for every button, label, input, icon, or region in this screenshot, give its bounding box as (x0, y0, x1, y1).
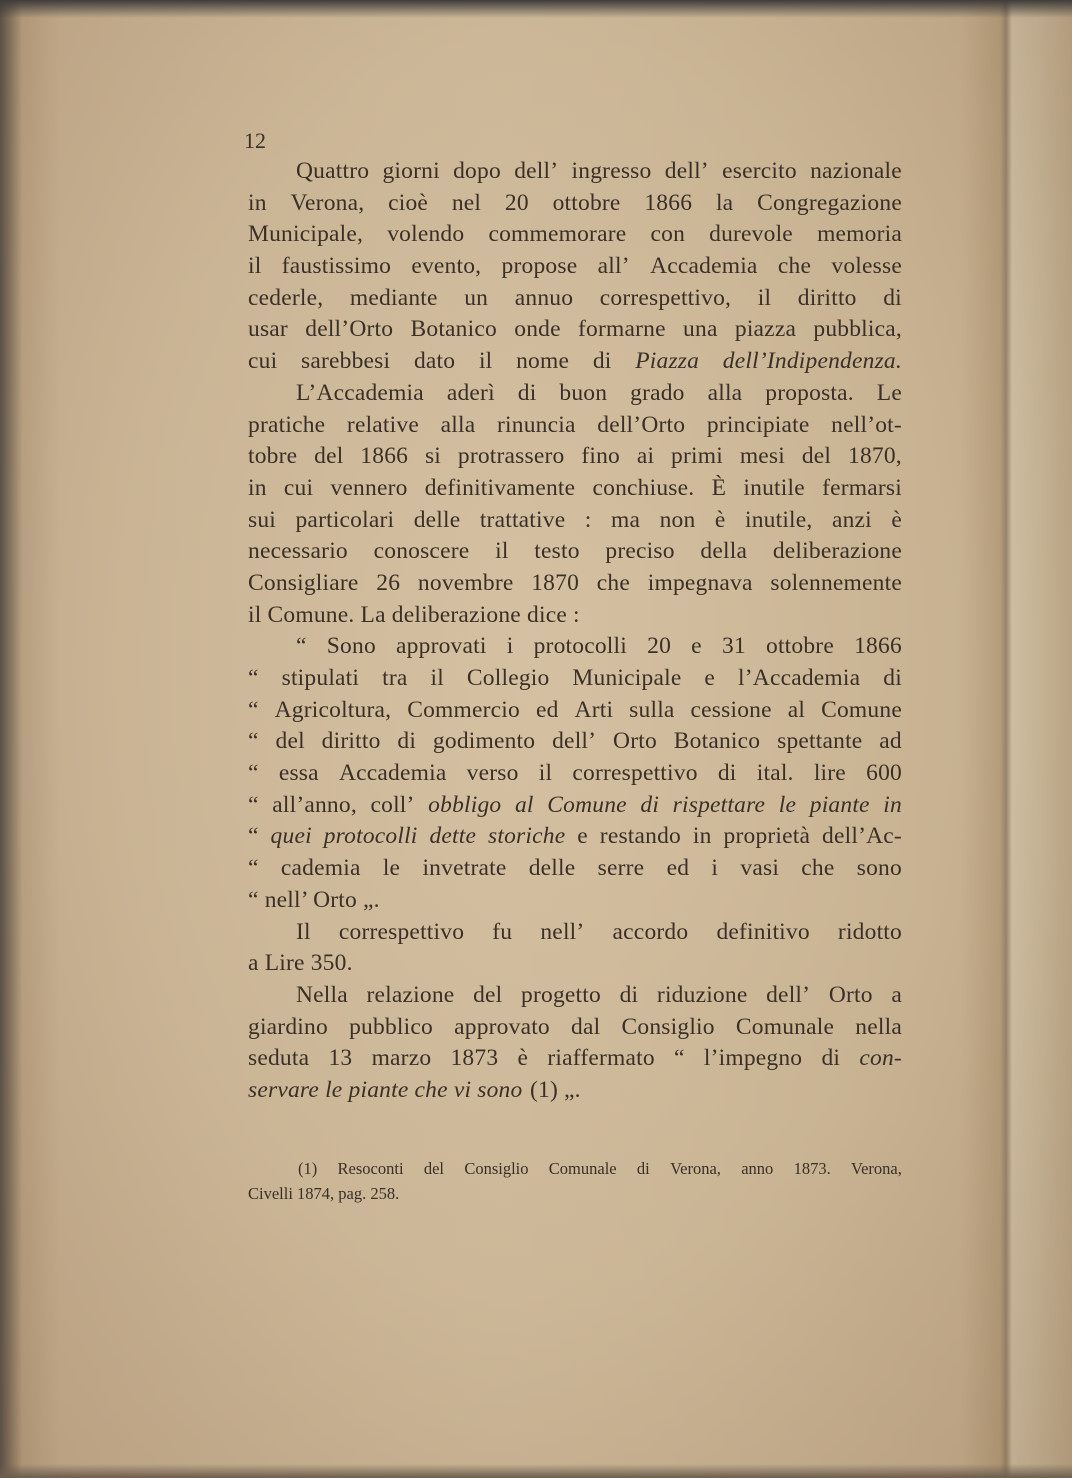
word: cederle, (248, 284, 324, 311)
word: “ (248, 791, 259, 818)
word: nazionale (810, 158, 902, 184)
text-line (248, 821, 902, 853)
word: definitivo (716, 918, 810, 945)
word: Resoconti (337, 1159, 404, 1178)
word: “ (248, 855, 259, 882)
word: dato (413, 348, 456, 375)
word: del (423, 1159, 445, 1178)
text-line (248, 631, 902, 663)
word: conchiuse. (592, 474, 695, 501)
word: buon (559, 379, 608, 406)
word: rinuncia (497, 411, 576, 438)
word: esercito (722, 158, 797, 184)
text-line (248, 1156, 902, 1181)
word: la (715, 189, 734, 216)
word: ed (666, 855, 690, 882)
text-line (248, 695, 902, 727)
word: che (777, 253, 812, 280)
word: alla (707, 379, 743, 406)
word: serre (597, 855, 645, 882)
word: di (592, 348, 612, 375)
word: Consiglio (621, 1013, 715, 1040)
text-line (248, 536, 902, 568)
word: L’Accademia (296, 379, 424, 406)
word: 600 (866, 760, 902, 787)
text-segment: “ (248, 823, 259, 850)
text-segment: (1) „. (529, 1076, 581, 1103)
word: si (424, 443, 442, 470)
word: fino (581, 443, 620, 470)
word: non (659, 506, 696, 533)
word: 1870 (531, 569, 580, 596)
word: che (596, 569, 630, 596)
word: dell’Indipendenza. (722, 348, 902, 375)
word: “ (248, 728, 259, 755)
word: Verona, (851, 1159, 902, 1178)
word: cui (283, 474, 314, 501)
word: inutile, (744, 506, 813, 533)
text-line (248, 917, 902, 949)
word: una (683, 316, 718, 343)
word: 26 (376, 569, 401, 596)
word: 1866 (644, 189, 693, 216)
word: dell’ (664, 158, 709, 184)
word: approvati (396, 633, 487, 660)
word: Accademia (338, 760, 447, 787)
word: 31 (721, 633, 746, 660)
text-line (248, 1012, 902, 1044)
text-line (248, 346, 902, 378)
word: ottobre (766, 633, 834, 660)
word: il (538, 760, 553, 787)
word: all’anno, (272, 791, 357, 818)
footnote (248, 1156, 902, 1206)
word: particolari (295, 506, 395, 533)
word: cioè (388, 189, 429, 216)
word: pubblico (349, 1013, 433, 1040)
word: il (495, 538, 509, 565)
word: giorni (382, 158, 440, 184)
italic-text: servare le piante che vi sono (248, 1076, 523, 1103)
word: cademia (280, 855, 361, 882)
word: del (473, 981, 503, 1008)
word: dell’ (514, 158, 559, 184)
word: le (382, 855, 401, 882)
word: e (691, 633, 702, 660)
word: Verona, (290, 189, 365, 216)
word: delle (528, 855, 576, 882)
word: commemorare (488, 221, 627, 248)
word: 1870, (848, 443, 902, 470)
word: della (700, 538, 748, 565)
word: Nella (296, 981, 348, 1008)
word: ital. (756, 760, 794, 787)
word: Comune (821, 696, 902, 723)
text-line (248, 980, 902, 1012)
word: Orto (828, 981, 873, 1008)
word: Botanico (410, 316, 497, 343)
word: grado (630, 379, 685, 406)
word: principiate (706, 411, 810, 438)
word: ridotto (837, 918, 902, 945)
word: delle (413, 506, 461, 533)
word: Collegio (466, 665, 550, 691)
word: nell’ot- (831, 411, 902, 438)
word: aderì (446, 379, 495, 406)
word: ingresso (571, 158, 652, 184)
word: primi (671, 443, 723, 470)
word: pubblica, (813, 316, 902, 343)
word: e (577, 823, 588, 850)
word: ai (636, 443, 655, 470)
word: 20 (504, 189, 529, 216)
word: dell’Orto (305, 316, 394, 343)
word: volesse (831, 253, 902, 280)
word: preciso (605, 538, 675, 565)
word: correspettivo, (599, 284, 732, 311)
word: annuo (514, 284, 574, 311)
word: nell’ (540, 918, 585, 945)
word: alla (440, 411, 476, 438)
word: trattative (479, 506, 566, 533)
word: correspettivo (572, 760, 698, 787)
word: le (778, 791, 797, 818)
word: Commercio (407, 696, 520, 723)
word: sarebbesi (301, 348, 391, 375)
text-line (248, 885, 902, 917)
word: Consigliare (248, 569, 359, 596)
word: ad (879, 728, 902, 755)
word: di (717, 760, 737, 787)
word: protrassero (457, 443, 565, 470)
word: di (883, 665, 902, 691)
word: sui (248, 506, 277, 533)
word: impegnava (647, 569, 753, 596)
word: anzi (831, 506, 872, 533)
word: Agricoltura, (274, 696, 392, 723)
word: dal (571, 1013, 601, 1040)
word: definitivamente (424, 474, 576, 501)
word: protocolli (533, 633, 627, 660)
word: memoria (817, 221, 902, 248)
word: Accademia (650, 253, 758, 280)
word: : (584, 506, 592, 533)
word: il (430, 665, 444, 691)
word: e (704, 665, 716, 691)
word: dette (429, 823, 477, 850)
text-line (248, 283, 902, 315)
word: mesi (739, 443, 785, 470)
word: a (891, 981, 902, 1008)
word: anno (741, 1159, 774, 1178)
word: piante (809, 791, 870, 818)
word: Congregazione (757, 189, 902, 216)
word: verso (466, 760, 519, 787)
word: vennero (330, 474, 408, 501)
word: invetrate (422, 855, 507, 882)
word: di (517, 379, 537, 406)
word: 20 (647, 633, 672, 660)
word: proposta. (765, 379, 854, 406)
word: “ (674, 1045, 685, 1072)
text-line (248, 251, 902, 283)
word: proprietà (723, 823, 811, 850)
word: con (650, 221, 686, 248)
word: “ (248, 760, 259, 787)
word: ma (610, 506, 641, 533)
word: novembre (417, 569, 514, 596)
word: relazione (366, 981, 455, 1008)
text-line (248, 473, 902, 505)
text-line (248, 1043, 902, 1075)
word: Le (876, 379, 902, 406)
word: “ (248, 696, 259, 723)
word: accordo (612, 918, 689, 945)
word: solennemente (770, 569, 902, 596)
text-line (248, 378, 902, 410)
word: restando (599, 823, 682, 850)
word: nome (516, 348, 570, 375)
word: testo (534, 538, 580, 565)
text-line (248, 441, 902, 473)
word: tra (382, 665, 408, 691)
text-line (248, 948, 902, 980)
word: Piazza (635, 348, 700, 375)
word: del (314, 443, 344, 470)
word: l’impegno (703, 1045, 803, 1072)
word: un (464, 284, 489, 311)
word: seduta (248, 1045, 310, 1072)
word: mediante (349, 284, 438, 311)
word: evento, (411, 253, 482, 280)
text-line (248, 663, 902, 695)
word: lire (813, 760, 846, 787)
word: pratiche (248, 411, 326, 438)
word: tobre (248, 443, 298, 470)
word: il (248, 253, 262, 280)
word: “ (296, 633, 307, 660)
word: coll’ (370, 791, 415, 818)
word: di (640, 791, 660, 818)
word: cessione (690, 696, 772, 723)
word: Municipale, (248, 221, 364, 248)
text-line (248, 505, 902, 537)
word: i (506, 633, 514, 660)
word: Comunale (548, 1159, 617, 1178)
word: di (619, 981, 639, 1008)
word: di (883, 284, 902, 311)
word: dell’ (766, 981, 811, 1008)
word: “ (248, 665, 259, 691)
word: il (478, 348, 493, 375)
word: del (801, 443, 832, 470)
word: sulla (629, 696, 675, 723)
word: Il (296, 918, 311, 945)
word: piazza (734, 316, 797, 343)
word: fu (492, 918, 513, 945)
word: Botanico (673, 728, 761, 755)
word: storiche (488, 823, 566, 850)
word: diritto (321, 728, 381, 755)
text-line (248, 600, 902, 632)
text-line (248, 758, 902, 790)
word: giardino (248, 1013, 328, 1040)
text-segment: a Lire 350. (248, 950, 353, 977)
word: correspettivo (338, 918, 465, 945)
word: essa (278, 760, 319, 787)
word: propose (501, 253, 578, 280)
word: l’Accademia (738, 665, 861, 691)
word: Orto (613, 728, 657, 755)
word: progetto (521, 981, 601, 1008)
word: deliberazione (772, 538, 902, 565)
word: obbligo (428, 791, 502, 818)
text-line (248, 726, 902, 758)
word: fermarsi (822, 474, 902, 501)
word: del (275, 728, 305, 755)
word: sono (856, 855, 902, 882)
word: dell’Orto (597, 411, 686, 438)
word: 1866 (360, 443, 409, 470)
word: dell’ (552, 728, 597, 755)
word: ottobre (552, 189, 621, 216)
word: all’ (597, 253, 630, 280)
word: quei (270, 823, 312, 850)
page-bottom-shadow (0, 1464, 1072, 1478)
word: è (891, 506, 902, 533)
page-number: 12 (244, 128, 266, 153)
word: relative (346, 411, 419, 438)
word: nella (855, 1013, 902, 1040)
word: 1873 (450, 1045, 499, 1072)
word: necessario (248, 538, 348, 565)
word: inutile (743, 474, 805, 501)
word: di (821, 1045, 841, 1072)
word: Verona, (670, 1159, 721, 1178)
word: (1) (298, 1159, 318, 1178)
word: in (692, 823, 712, 850)
word: 1866 (854, 633, 902, 660)
word: 1873. (793, 1159, 831, 1178)
word: diritto (797, 284, 857, 311)
word: godimento (432, 728, 536, 755)
text-segment: Civelli 1874, pag. 258. (248, 1184, 400, 1203)
text-line (248, 1075, 902, 1107)
word: onde (514, 316, 561, 343)
word: il (757, 284, 772, 311)
text-line (248, 314, 902, 346)
italic-text: con- (859, 1045, 902, 1072)
word: spettante (777, 728, 863, 755)
word: Municipale (572, 665, 682, 691)
word: rispettare (672, 791, 766, 818)
page-top-shadow (0, 0, 1072, 18)
word: Sono (326, 633, 376, 660)
word: 13 (328, 1045, 353, 1072)
word: al (787, 696, 806, 723)
word: dopo (453, 158, 501, 184)
text-line (248, 156, 902, 188)
word: è (714, 506, 726, 533)
text-line (248, 853, 902, 885)
text-line (248, 790, 902, 822)
word: durevole (709, 221, 793, 248)
text-segment: il Comune. La deliberazione dice : (248, 601, 580, 628)
word: formarne (578, 316, 666, 343)
text-line (248, 410, 902, 442)
word: stipulati (281, 665, 360, 691)
text-segment: “ nell’ Orto „. (248, 886, 380, 913)
word: in (248, 189, 267, 216)
word: nel (451, 189, 482, 216)
word: protocolli (323, 823, 418, 850)
text-line (248, 188, 902, 220)
word: vasi (740, 855, 780, 882)
body-text (248, 156, 902, 1107)
word: riduzione (656, 981, 748, 1008)
word: Arti (574, 696, 614, 723)
text-line (248, 568, 902, 600)
word: usar (248, 316, 288, 343)
word: è (517, 1045, 529, 1072)
word: di (397, 728, 417, 755)
word: ed (535, 696, 559, 723)
word: Consiglio (464, 1159, 529, 1178)
text-line (248, 1181, 902, 1206)
word: che (801, 855, 835, 882)
word: Quattro (296, 158, 370, 184)
word: i (711, 855, 719, 882)
word: marzo (371, 1045, 432, 1072)
word: dell’Ac- (822, 823, 902, 850)
text-line (248, 219, 902, 251)
word: in (883, 791, 902, 818)
word: faustissimo (281, 253, 392, 280)
word: cui (248, 348, 278, 375)
word: Comunale (735, 1013, 835, 1040)
word: al (514, 791, 534, 818)
word: conoscere (373, 538, 470, 565)
word: riaffermato (547, 1045, 655, 1072)
word: di (636, 1159, 650, 1178)
word: in (248, 474, 267, 501)
word: volendo (387, 221, 465, 248)
word: È (711, 474, 727, 501)
word: Comune (547, 791, 627, 818)
word: approvato (454, 1013, 550, 1040)
